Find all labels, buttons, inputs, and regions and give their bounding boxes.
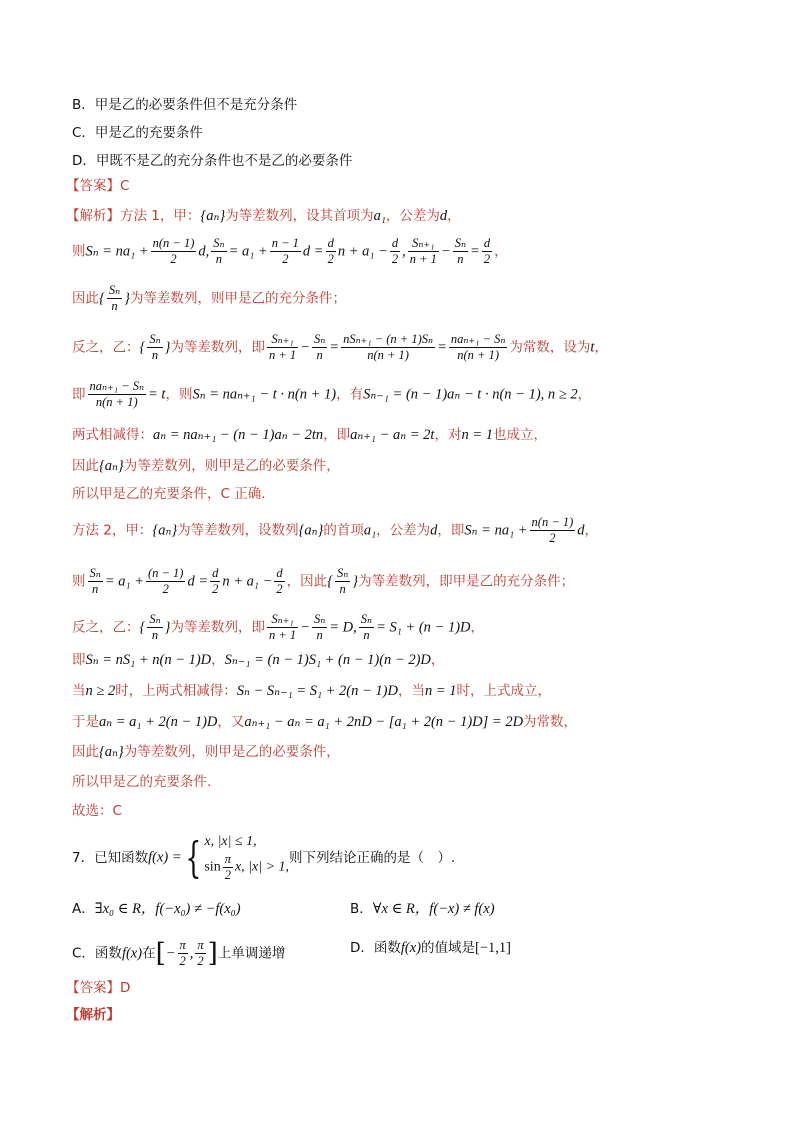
text: 为常数，: [523, 714, 578, 730]
num: Sₙ: [149, 612, 161, 626]
option-a-formula: ∃x₀ ∈ R，f(−x₀) ≠ −f(x₀): [94, 901, 241, 917]
formula: =: [470, 243, 480, 260]
analysis-line-1: [66, 206, 461, 226]
formula: =: [329, 339, 340, 356]
q7-fx: f(x) =: [148, 849, 182, 866]
fraction: [359, 612, 374, 643]
seq-an: {aₙ}: [200, 208, 226, 224]
text: 即: [72, 386, 86, 403]
text: ，因此: [286, 573, 328, 590]
case-1: x, |x| ≤ 1,: [204, 834, 257, 849]
text: ，公差为: [385, 208, 440, 224]
formula: d,: [198, 243, 210, 260]
text: ，: [494, 243, 508, 260]
formula: {aₙ}: [298, 522, 324, 539]
analysis-tag: 【解析】: [66, 1007, 120, 1023]
fraction: [107, 283, 122, 314]
text: 也成立，: [493, 427, 547, 443]
formula: Sₙ₋₁ = (n − 1)aₙ − t · n(n − 1), n ≥ 2: [363, 386, 578, 403]
formula: aₙ₊₁ − aₙ = a₁ + 2nD − [a₁ + 2(n − 1)D] = 2D: [244, 714, 524, 730]
formula: {aₙ}: [99, 458, 124, 474]
formula: d =: [302, 243, 324, 260]
den: n: [335, 581, 350, 597]
q7-number: 7．已知函数: [72, 849, 149, 866]
text: 为等差数列，即: [170, 339, 265, 356]
option-label: A．: [72, 901, 95, 917]
num: π: [224, 852, 231, 866]
formula: Sₙ − Sₙ₋₁ = S₁ + 2(n − 1)D: [236, 683, 398, 699]
fraction: [270, 236, 301, 267]
num: (n − 1): [147, 566, 184, 580]
text: 因此: [72, 290, 99, 307]
text: 时，上两式相减得：: [115, 683, 237, 699]
text: ，对: [434, 427, 462, 443]
den: n + 1: [409, 252, 437, 266]
den: 2: [483, 252, 491, 266]
num: Sₙ₊₁: [412, 236, 435, 250]
formula: Sₙ₋₁ = (n − 1)S₁ + (n − 1)(n − 2)D: [224, 652, 431, 668]
formula: n ≥ 2: [85, 683, 116, 699]
den: n(n + 1): [88, 394, 147, 410]
fraction: [453, 236, 468, 267]
num: Sₙ: [313, 612, 326, 626]
method1-intro: 方法 1，甲：: [120, 208, 201, 224]
analysis-tag: 【解析】: [66, 208, 120, 224]
analysis-line-11: [72, 612, 484, 643]
fraction: [147, 332, 162, 363]
formula: aₙ = naₙ₊₁ − (n − 1)aₙ − 2tn: [153, 427, 324, 443]
analysis-7-line: [66, 1005, 120, 1025]
den: n + 1: [268, 348, 297, 362]
fraction: [274, 566, 284, 597]
fraction: [195, 938, 205, 969]
text: ，: [584, 522, 599, 539]
q7-option-b: [350, 899, 495, 919]
fraction: [267, 332, 298, 363]
num: Sₙ: [360, 612, 373, 626]
formula: d: [430, 522, 438, 539]
num: Sₙ₊₁: [271, 332, 294, 346]
den: n(n + 1): [341, 347, 435, 363]
fraction: [178, 938, 188, 969]
formula: Sₙ = naₙ₊₁ − t · n(n + 1): [192, 386, 337, 403]
den: 2: [223, 867, 233, 883]
option-d: D．甲既不是乙的充分条件也不是乙的必要条件: [72, 153, 353, 169]
fraction: [326, 236, 336, 267]
fraction: [335, 566, 350, 597]
formula: n + a₁ −: [222, 573, 273, 590]
den: n(n + 1): [449, 347, 508, 363]
brace: {: [327, 573, 333, 590]
brace: {: [99, 290, 105, 307]
formula: Sₙ = na₁ +: [464, 522, 528, 539]
text: 反之，乙：: [72, 339, 140, 356]
answer-tag: 【答案】: [66, 980, 120, 996]
den: n + 1: [268, 628, 297, 642]
text: ，又: [217, 714, 245, 730]
formula: = t: [148, 386, 166, 403]
num: d: [327, 236, 334, 250]
analysis-line-14: [72, 712, 577, 732]
question-7-stem: [72, 832, 455, 882]
num: d: [276, 566, 283, 580]
num: n(n − 1): [531, 515, 574, 529]
text: 为等差数列，即甲是乙的充分条件；: [358, 573, 575, 590]
formula: = S₁ + (n − 1)D: [376, 619, 471, 636]
range: [−1,1]: [475, 940, 511, 956]
formula: Sₙ = nS₁ + n(n − 1)D: [85, 652, 212, 668]
text: 上单调递增: [217, 945, 286, 962]
formula: Sₙ = na₁ +: [85, 243, 149, 260]
formula: n = 1: [424, 683, 457, 699]
answer-7-line: [66, 978, 130, 998]
option-b: B．甲是乙的必要条件但不是充分条件: [72, 97, 298, 113]
piecewise-cases: [204, 832, 289, 883]
option-c: C．甲是乙的充要条件: [72, 125, 203, 141]
piecewise-brace: {: [184, 832, 202, 882]
fx: f(x): [400, 940, 422, 956]
text: 即: [72, 652, 86, 668]
den: 2: [195, 953, 205, 969]
case-2: [204, 852, 289, 883]
a1: a₁: [373, 208, 386, 224]
num: nSₙ₊₁ − (n + 1)Sₙ: [343, 332, 434, 346]
num: Sₙ: [454, 236, 467, 250]
den: 2: [270, 251, 301, 267]
text: ，公差为: [376, 522, 431, 539]
text: 两式相减得：: [72, 427, 153, 443]
text: 因此: [72, 744, 99, 760]
formula: = a₁ +: [228, 243, 268, 260]
text: 为等差数列，即: [170, 619, 265, 636]
den: 2: [276, 582, 283, 596]
answer-value: D: [120, 980, 131, 996]
num: d: [391, 236, 399, 250]
fraction: [146, 566, 186, 597]
den: 2: [151, 251, 197, 267]
analysis-line-15: [72, 742, 340, 762]
formula: =: [437, 339, 447, 356]
brace: {: [139, 339, 146, 356]
t: t: [590, 339, 595, 356]
text: 为等差数列，则甲是乙的必要条件，: [123, 458, 340, 474]
text: 则: [72, 243, 86, 260]
text: ，: [470, 619, 485, 636]
den: n: [312, 347, 327, 363]
analysis-line-16: 所以甲是乙的充要条件.: [72, 774, 212, 790]
formula: = a₁ +: [104, 573, 144, 590]
brace: }: [124, 290, 130, 307]
num: Sₙ: [108, 283, 121, 297]
text: 为等差数列，设数列: [177, 522, 299, 539]
formula: aₙ = a₁ + 2(n − 1)D: [99, 714, 218, 730]
num: Sₙ: [213, 236, 225, 250]
fraction: [408, 236, 439, 267]
num: n(n − 1): [152, 236, 195, 250]
formula: = D,: [329, 619, 357, 636]
brace: }: [164, 339, 171, 356]
den: 2: [146, 581, 186, 597]
analysis-line-6: [72, 425, 547, 445]
num: Sₙ₊₁: [271, 612, 294, 626]
formula: {aₙ}: [99, 744, 124, 760]
formula: aₙ₊₁ − aₙ = 2t: [350, 427, 435, 443]
den: n: [359, 627, 374, 643]
formula: −: [300, 619, 310, 636]
num: π: [179, 938, 186, 952]
text: 则: [72, 573, 86, 590]
method2-line: [72, 515, 598, 546]
analysis-line-10: [72, 566, 574, 597]
analysis-line-17: 故选：C: [72, 803, 122, 819]
fraction: [341, 332, 435, 363]
formula: {aₙ}: [152, 522, 178, 539]
d: d: [439, 208, 448, 224]
text: 的值域是: [421, 940, 476, 956]
fraction: [88, 566, 103, 597]
text: ，: [447, 208, 461, 224]
num: naₙ₊₁ − Sₙ: [450, 332, 506, 346]
q7-option-c: [72, 938, 285, 969]
brace: }: [352, 573, 359, 590]
text: 在: [142, 945, 156, 962]
num: Sₙ: [313, 332, 326, 346]
num: π: [197, 938, 204, 952]
text: ，: [577, 386, 592, 403]
analysis-line-3: [72, 283, 346, 314]
fraction: [267, 612, 298, 643]
text: ，有: [336, 386, 364, 403]
text: 时，上式成立，: [456, 683, 552, 699]
analysis-line-13: [72, 681, 551, 701]
brace: }: [164, 619, 171, 636]
text: 为等差数列，则甲是乙的充分条件；: [129, 290, 346, 307]
num: Sₙ: [336, 566, 349, 580]
num: Sₙ: [149, 332, 161, 346]
formula: d: [577, 522, 585, 539]
fraction: [210, 566, 220, 597]
den: n: [312, 627, 327, 643]
num: Sₙ: [89, 566, 101, 580]
fraction: [449, 332, 508, 363]
formula: a₁: [363, 522, 377, 539]
minus: −: [165, 945, 176, 962]
analysis-line-8: 所以甲是乙的充要条件，C 正确.: [72, 486, 266, 502]
text: ，即: [437, 522, 465, 539]
analysis-line-12: [72, 650, 444, 670]
fraction: [390, 236, 400, 267]
option-label: D．函数: [350, 940, 401, 956]
text: 的首项: [323, 522, 364, 539]
fraction: [147, 612, 162, 643]
fraction: [223, 852, 233, 883]
den: n: [211, 251, 226, 267]
option-b-formula: ∀x ∈ R，f(−x) ≠ f(x): [372, 901, 495, 917]
den: n: [88, 581, 103, 597]
formula: −: [300, 339, 310, 356]
den: 2: [178, 953, 188, 969]
analysis-line-5: [72, 379, 591, 410]
formula: n + a₁ −: [337, 243, 388, 260]
num: d: [212, 566, 219, 580]
fraction: [88, 379, 147, 410]
case-2-rest: x, |x| > 1,: [234, 859, 290, 875]
bracket: ]: [207, 938, 218, 969]
fraction: [312, 332, 327, 363]
num: n − 1: [271, 236, 299, 250]
q7-option-a: [72, 899, 241, 919]
brace: {: [139, 619, 146, 636]
text: ，: [594, 339, 608, 356]
fraction: [312, 612, 327, 643]
analysis-line-7: [72, 456, 340, 476]
den: 2: [530, 530, 576, 546]
answer-value: C: [120, 178, 130, 194]
text: 方法 2，甲：: [72, 522, 153, 539]
text: 于是: [72, 714, 99, 730]
num: naₙ₊₁ − Sₙ: [89, 379, 145, 393]
q7-option-d: [350, 938, 511, 958]
den: 2: [391, 252, 399, 266]
sin: sin: [204, 859, 221, 875]
option-label: B．: [350, 901, 373, 917]
comma: ,: [189, 945, 194, 962]
option-label: C．函数: [72, 945, 122, 962]
formula: ,: [402, 243, 406, 260]
text: ，: [211, 652, 225, 668]
text: 为等差数列，则甲是乙的必要条件，: [123, 744, 340, 760]
q7-stem-post: 则下列结论正确的是（ ）.: [289, 849, 456, 866]
fx: f(x): [121, 945, 143, 962]
text: 为等差数列，设其首项为: [225, 208, 374, 224]
fraction: [482, 236, 492, 267]
text: ，当: [397, 683, 425, 699]
answer-tag: 【答案】: [66, 178, 120, 194]
text: ，即: [323, 427, 351, 443]
num: d: [483, 236, 491, 250]
formula: −: [440, 243, 451, 260]
text: 当: [72, 683, 86, 699]
analysis-line-4: [72, 332, 608, 363]
formula: d =: [187, 573, 209, 590]
den: n: [147, 347, 162, 363]
text: ，则: [165, 386, 193, 403]
fraction: [530, 515, 576, 546]
analysis-line-2: [72, 236, 508, 267]
den: n: [453, 251, 468, 267]
den: n: [107, 298, 122, 314]
text: 反之，乙：: [72, 619, 140, 636]
den: 2: [212, 582, 219, 596]
fraction: [211, 236, 226, 267]
text: 因此: [72, 458, 99, 474]
answer-line: [66, 176, 129, 196]
text: ，: [430, 652, 445, 668]
den: n: [147, 627, 162, 643]
formula: n = 1: [461, 427, 493, 443]
bracket: [: [155, 938, 166, 969]
den: 2: [327, 252, 334, 266]
fraction: [151, 236, 197, 267]
text: 为常数，设为: [509, 339, 591, 356]
